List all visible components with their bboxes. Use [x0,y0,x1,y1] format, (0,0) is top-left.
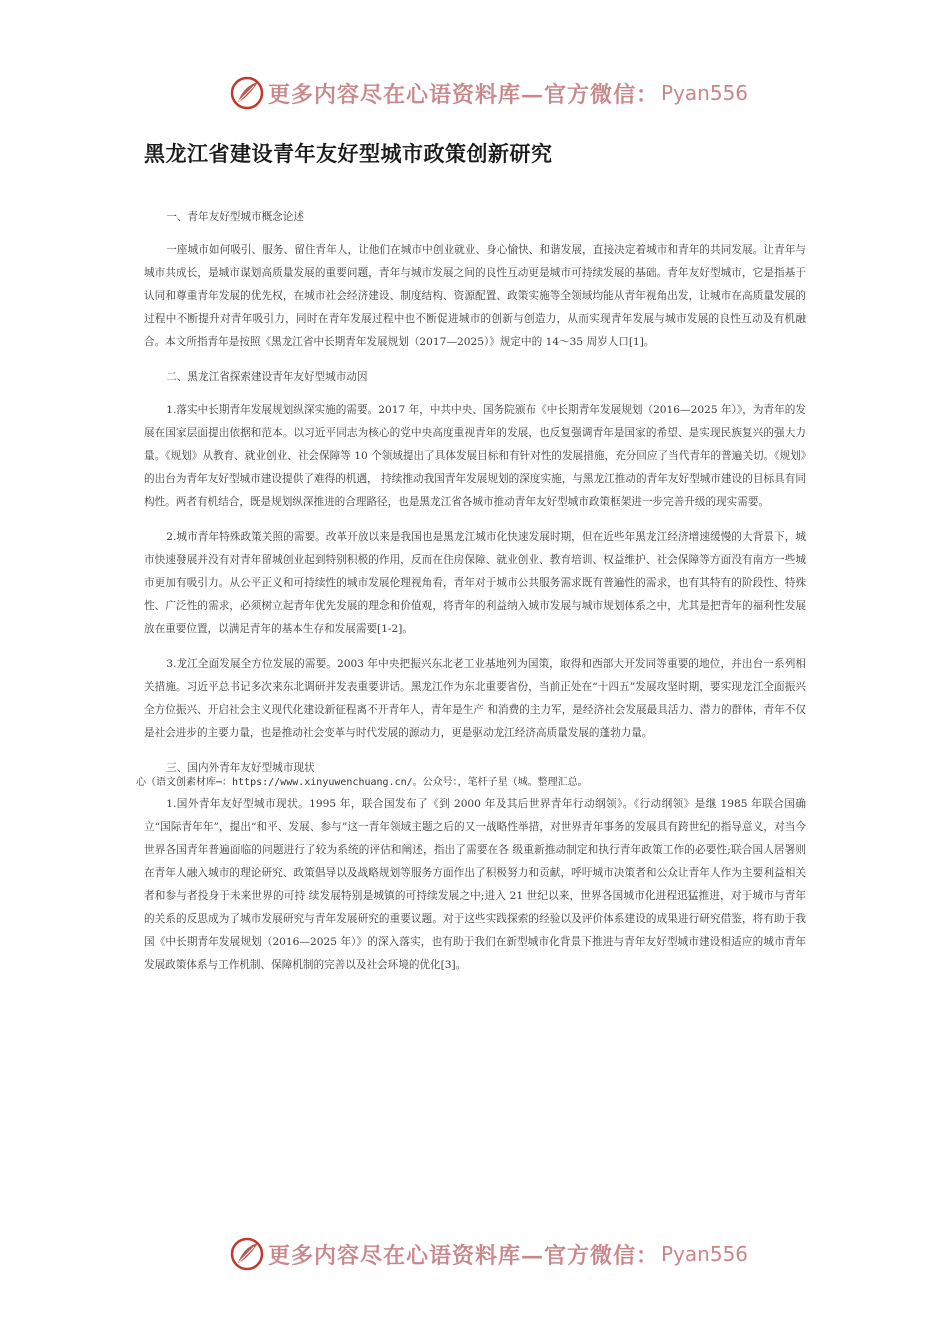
section-heading-2: 二、黑龙江省探索建设青年友好型城市动因 [166,371,368,383]
feather-logo-icon [230,76,264,110]
section-heading-1: 一、青年友好型城市概念论述 [166,211,304,223]
paragraph: 1.落实中长期青年发展规划纵深实施的需要。2017 年，中共中央、国务院颁布《中长期青年发展规划（2016—2025 年）》，为青年的发展在国家层面提出依据和范本。以习近平同志为核心的党中央高度重视青年的发展，也反复强调青年是国家的希望、是实现民族复兴的强大力量。《规划》从教育、就业创业、社会保障等 10 个领域提出了具体发展目标和有针对性的发展措施，充分回应了当代青年的普遍关切。《规划》的出台为青年友好型城市建设提供了难得的机遇， 持续推动我国青年发展规划的深度实施，与黑龙江推动的青年友好型城市建设的目标具有同构性。两者有机结合，既是规划纵深推进的合理路径，也是黑龙江省各城市推动青年友好型城市政策框架进一步完善升级的现实需要。 [144,404,806,508]
paragraph: 2.城市青年特殊政策关照的需要。改革开放以来是我国也是黑龙江城市化快速发展时期，但在近些年黑龙江经济增速缓慢的大背景下，城市快速發展并没有对青年留城创业起到特别积极的作用，反而在住房保障、就业创业、教育培训、权益维护、社会保障等方面没有南方一些城市更加有吸引力。从公平正义和可持续性的城市发展伦理视角看，青年对于城市公共服务需求既有普遍性的需求，也有其特有的阶段性、特殊性、广泛性的需求，必须树立起青年优先发展的理念和价值观，将青年的利益纳入城市发展与城市规划体系之中，尤其是把青年的福利性发展放在重要位置，以满足青年的基本生存和发展需要[1-2]。 [144,531,806,635]
section-heading-3: 三、国内外青年友好型城市现状 [166,762,315,774]
page-title: 黑龙江省建设青年友好型城市政策创新研究 [144,142,553,166]
banner-wechat-id: Pyan556 [661,81,749,105]
article-body [136,206,806,989]
header-banner [230,73,750,113]
feather-logo-icon [230,1237,264,1271]
paragraph: 3.龙江全面发展全方位发展的需要。2003 年中央把振兴东北老工业基地列为国策，取得和西部大开发同等重要的地位，并出台一系列相关措施。习近平总书记多次来东北调研并发表重要讲话。黑龙江作为东北重要省份，当前正处在“十四五”发展攻坚时期，要实现龙江全面振兴全方位振兴、开启社会主义现代化建设新征程离不开青年人，青年是生产 和消费的主力军，是经济社会发展最具活力、潜力的群体，青年不仅是社会进步的主要力量，也是推动社会变革与时代发展的源动力，更是驱动龙江经济高质量发展的蓬勃力量。 [144,658,806,739]
banner-text: 更多内容尽在心语资料库—官方微信： [268,1242,660,1269]
footer-banner [230,1234,750,1274]
banner-text: 更多内容尽在心语资料库—官方微信： [268,81,660,108]
paragraph: 1.国外青年友好型城市现状。1995 年，联合国发布了《到 2000 年及其后世界青年行动纲领》。《行动纲领》是继 1985 年联合国确立“国际青年年”，提出“和平、发展、参与”这一青年领域主题之后的又一战略性举措，对世界青年事务的发展具有跨世纪的指导意义，对当今世界各国青年普遍面临的问题进行了较为系统的评估和阐述，指出了需要在各 级重新推动制定和执行青年政策工作的必要性;联合国人居署则在青年人融入城市的理论研究、政策倡导以及战略规划等服务方面作出了积极努力和贡献，呼吁城市决策者和公众让青年人作为主要利益相关者和参与者投身于未来世界的可持 续发展特别是城镇的可持续发展之中;进入 21 世纪以来，世界各国城市化进程迅猛推进，对于城市与青年的关系的反思成为了城市发展研究与青年发展研究的重要议题。对于这些实践探索的经验以及评价体系建设的成果进行研究借鉴，将有助于我国《中长期青年发展规划（2016—2025 年）》的深入落实，也有助于我们在新型城市化背景下推进与青年友好型城市建设相适应的城市青年发展政策体系与工作机制、保障机制的完善以及社会环境的优化[3]。 [144,798,806,971]
paragraph: 一座城市如何吸引、服务、留住青年人，让他们在城市中创业就业、身心愉快、和谐发展，直接决定着城市和青年的共同发展。让青年与城市共成长，是城市谋划高质量发展的重要问题，青年与城市发展之间的良性互动更是城市可持续发展的基础。青年友好型城市，它是指基于认同和尊重青年发展的优先权，在城市社会经济建设、制度结构、资源配置、政策实施等全领域均能从青年视角出发，让城市在高质量发展的过程中不断提升对青年吸引力，同时在青年发展过程中也不断促进城市的创新与创造力，从而实现青年发展与城市发展的良性互动及有机融合。本文所指青年是按照《黑龙江省中长期青年发展规划（2017—2025）》规定中的 14～35 周岁人口[1]。 [144,244,806,348]
source-note: 心（语文创素材库⋯：https://www.xinyuwenchuang.cn/。公众号：，笔杆子星（城。整理汇总。 [136,777,588,788]
banner-wechat-id: Pyan556 [661,1242,749,1266]
